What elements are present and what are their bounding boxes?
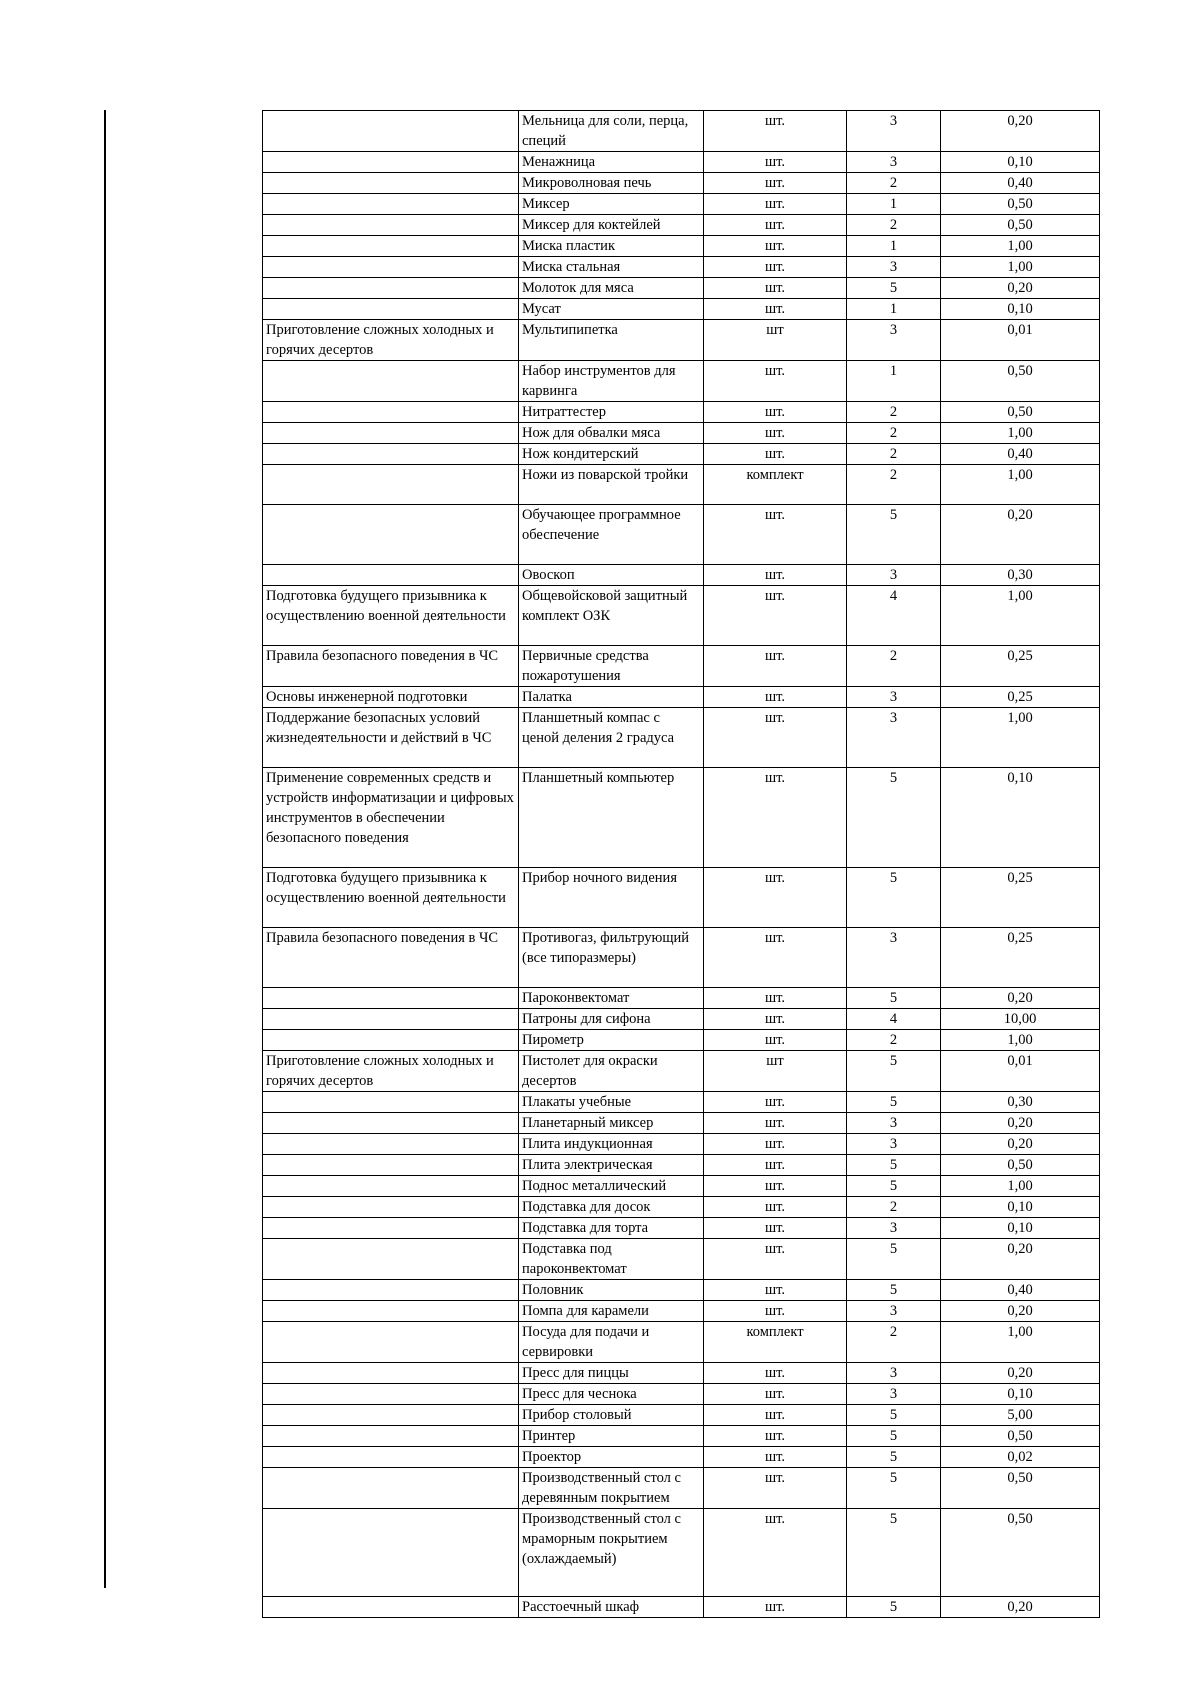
table-row xyxy=(263,194,1100,215)
value-cell: 0,01 xyxy=(941,1051,1100,1092)
left-margin-rule xyxy=(104,110,106,1588)
table-row xyxy=(263,505,1100,565)
item-name-cell: Миска пластик xyxy=(519,236,704,257)
item-name-cell: Принтер xyxy=(519,1426,704,1447)
item-name-cell: Миксер для коктейлей xyxy=(519,215,704,236)
item-name-cell: Нитраттестер xyxy=(519,402,704,423)
unit-cell: шт. xyxy=(704,111,847,152)
section-cell xyxy=(263,111,519,152)
unit-cell: шт. xyxy=(704,236,847,257)
section-cell xyxy=(263,444,519,465)
quantity-cell: 3 xyxy=(847,565,941,586)
unit-cell: шт xyxy=(704,1051,847,1092)
section-cell xyxy=(263,1447,519,1468)
item-name-cell: Планшетный компас с ценой деления 2 градуса xyxy=(519,708,704,768)
unit-cell: шт. xyxy=(704,423,847,444)
section-cell xyxy=(263,236,519,257)
unit-cell: шт. xyxy=(704,768,847,868)
quantity-cell: 5 xyxy=(847,1051,941,1092)
section-cell xyxy=(263,1009,519,1030)
unit-cell: шт. xyxy=(704,1597,847,1618)
value-cell: 0,10 xyxy=(941,768,1100,868)
section-cell: Подготовка будущего призывника к осуществлению военной деятельности xyxy=(263,586,519,646)
value-cell: 0,20 xyxy=(941,988,1100,1009)
unit-cell: шт. xyxy=(704,1009,847,1030)
unit-cell: шт. xyxy=(704,444,847,465)
quantity-cell: 3 xyxy=(847,1113,941,1134)
item-name-cell: Пароконвектомат xyxy=(519,988,704,1009)
unit-cell: шт. xyxy=(704,928,847,988)
section-cell: Приготовление сложных холодных и горячих десертов xyxy=(263,320,519,361)
unit-cell: шт xyxy=(704,320,847,361)
section-cell: Правила безопасного поведения в ЧС xyxy=(263,928,519,988)
unit-cell: шт. xyxy=(704,1468,847,1509)
quantity-cell: 1 xyxy=(847,194,941,215)
table-row xyxy=(263,361,1100,402)
section-cell xyxy=(263,173,519,194)
table-row xyxy=(263,708,1100,768)
item-name-cell: Палатка xyxy=(519,687,704,708)
unit-cell: шт. xyxy=(704,299,847,320)
item-name-cell: Нож кондитерский xyxy=(519,444,704,465)
table-row xyxy=(263,1426,1100,1447)
quantity-cell: 2 xyxy=(847,215,941,236)
unit-cell: шт. xyxy=(704,1092,847,1113)
table-row xyxy=(263,687,1100,708)
value-cell: 0,40 xyxy=(941,444,1100,465)
section-cell xyxy=(263,1509,519,1597)
value-cell: 1,00 xyxy=(941,257,1100,278)
quantity-cell: 3 xyxy=(847,257,941,278)
table-row xyxy=(263,1155,1100,1176)
item-name-cell: Ножи из поварской тройки xyxy=(519,465,704,505)
section-cell xyxy=(263,278,519,299)
item-name-cell: Подставка для торта xyxy=(519,1218,704,1239)
quantity-cell: 5 xyxy=(847,868,941,928)
table-row xyxy=(263,320,1100,361)
table-row xyxy=(263,1134,1100,1155)
value-cell: 0,50 xyxy=(941,1155,1100,1176)
section-cell xyxy=(263,1426,519,1447)
table-row xyxy=(263,444,1100,465)
section-cell xyxy=(263,505,519,565)
quantity-cell: 5 xyxy=(847,505,941,565)
item-name-cell: Набор инструментов для карвинга xyxy=(519,361,704,402)
section-cell xyxy=(263,1239,519,1280)
item-name-cell: Мельница для соли, перца, специй xyxy=(519,111,704,152)
unit-cell: шт. xyxy=(704,1363,847,1384)
equipment-table xyxy=(262,110,1100,1618)
value-cell: 0,50 xyxy=(941,1468,1100,1509)
section-cell xyxy=(263,1134,519,1155)
unit-cell: шт. xyxy=(704,1134,847,1155)
table-row xyxy=(263,111,1100,152)
table-row xyxy=(263,1009,1100,1030)
item-name-cell: Плакаты учебные xyxy=(519,1092,704,1113)
value-cell: 0,50 xyxy=(941,1426,1100,1447)
item-name-cell: Мультипипетка xyxy=(519,320,704,361)
value-cell: 0,25 xyxy=(941,868,1100,928)
unit-cell: шт. xyxy=(704,1301,847,1322)
value-cell: 0,20 xyxy=(941,1301,1100,1322)
quantity-cell: 1 xyxy=(847,361,941,402)
section-cell xyxy=(263,1468,519,1509)
item-name-cell: Общевойсковой защитный комплект ОЗК xyxy=(519,586,704,646)
unit-cell: шт. xyxy=(704,1426,847,1447)
section-cell xyxy=(263,1301,519,1322)
unit-cell: шт. xyxy=(704,988,847,1009)
quantity-cell: 2 xyxy=(847,646,941,687)
section-cell xyxy=(263,423,519,444)
value-cell: 0,10 xyxy=(941,1218,1100,1239)
value-cell: 0,25 xyxy=(941,646,1100,687)
item-name-cell: Проектор xyxy=(519,1447,704,1468)
value-cell: 0,10 xyxy=(941,1384,1100,1405)
section-cell xyxy=(263,565,519,586)
item-name-cell: Молоток для мяса xyxy=(519,278,704,299)
unit-cell: шт. xyxy=(704,1155,847,1176)
quantity-cell: 5 xyxy=(847,1468,941,1509)
item-name-cell: Подставка для досок xyxy=(519,1197,704,1218)
section-cell xyxy=(263,1218,519,1239)
quantity-cell: 5 xyxy=(847,1176,941,1197)
section-cell xyxy=(263,1322,519,1363)
value-cell: 1,00 xyxy=(941,586,1100,646)
item-name-cell: Поднос металлический xyxy=(519,1176,704,1197)
unit-cell: шт. xyxy=(704,1509,847,1597)
value-cell: 0,20 xyxy=(941,278,1100,299)
item-name-cell: Планетарный миксер xyxy=(519,1113,704,1134)
section-cell: Правила безопасного поведения в ЧС xyxy=(263,646,519,687)
section-cell xyxy=(263,1113,519,1134)
section-cell xyxy=(263,1597,519,1618)
table-row xyxy=(263,868,1100,928)
quantity-cell: 2 xyxy=(847,173,941,194)
unit-cell: шт. xyxy=(704,1197,847,1218)
unit-cell: шт. xyxy=(704,361,847,402)
table-row xyxy=(263,173,1100,194)
section-cell xyxy=(263,1363,519,1384)
value-cell: 0,20 xyxy=(941,1134,1100,1155)
unit-cell: шт. xyxy=(704,708,847,768)
table-row xyxy=(263,1363,1100,1384)
table-row xyxy=(263,768,1100,868)
quantity-cell: 2 xyxy=(847,402,941,423)
item-name-cell: Плита электрическая xyxy=(519,1155,704,1176)
item-name-cell: Противогаз, фильтрующий (все типоразмеры) xyxy=(519,928,704,988)
table-row xyxy=(263,1405,1100,1426)
value-cell: 0,50 xyxy=(941,402,1100,423)
quantity-cell: 3 xyxy=(847,687,941,708)
table-row xyxy=(263,257,1100,278)
unit-cell: шт. xyxy=(704,1176,847,1197)
table-row xyxy=(263,1597,1100,1618)
unit-cell: комплект xyxy=(704,1322,847,1363)
value-cell: 0,40 xyxy=(941,1280,1100,1301)
quantity-cell: 3 xyxy=(847,928,941,988)
item-name-cell: Производственный стол с мраморным покрытием (охлаждаемый) xyxy=(519,1509,704,1597)
value-cell: 0,25 xyxy=(941,928,1100,988)
table-row xyxy=(263,299,1100,320)
value-cell: 1,00 xyxy=(941,1030,1100,1051)
unit-cell: шт. xyxy=(704,215,847,236)
item-name-cell: Миксер xyxy=(519,194,704,215)
section-cell: Поддержание безопасных условий жизнедеятельности и действий в ЧС xyxy=(263,708,519,768)
item-name-cell: Половник xyxy=(519,1280,704,1301)
quantity-cell: 5 xyxy=(847,1509,941,1597)
value-cell: 0,02 xyxy=(941,1447,1100,1468)
quantity-cell: 5 xyxy=(847,768,941,868)
item-name-cell: Подставка под пароконвектомат xyxy=(519,1239,704,1280)
unit-cell: шт. xyxy=(704,505,847,565)
unit-cell: шт. xyxy=(704,687,847,708)
section-cell xyxy=(263,1030,519,1051)
section-cell: Подготовка будущего призывника к осуществлению военной деятельности xyxy=(263,868,519,928)
value-cell: 0,50 xyxy=(941,215,1100,236)
item-name-cell: Миска стальная xyxy=(519,257,704,278)
item-name-cell: Менажница xyxy=(519,152,704,173)
unit-cell: шт. xyxy=(704,1384,847,1405)
section-cell xyxy=(263,1155,519,1176)
item-name-cell: Пресс для чеснока xyxy=(519,1384,704,1405)
quantity-cell: 3 xyxy=(847,152,941,173)
item-name-cell: Прибор ночного видения xyxy=(519,868,704,928)
item-name-cell: Первичные средства пожаротушения xyxy=(519,646,704,687)
quantity-cell: 2 xyxy=(847,1197,941,1218)
item-name-cell: Мусат xyxy=(519,299,704,320)
unit-cell: шт. xyxy=(704,402,847,423)
table-row xyxy=(263,1239,1100,1280)
value-cell: 0,25 xyxy=(941,687,1100,708)
section-cell xyxy=(263,1280,519,1301)
quantity-cell: 5 xyxy=(847,1155,941,1176)
section-cell xyxy=(263,257,519,278)
quantity-cell: 5 xyxy=(847,988,941,1009)
item-name-cell: Планшетный компьютер xyxy=(519,768,704,868)
value-cell: 0,01 xyxy=(941,320,1100,361)
item-name-cell: Прибор столовый xyxy=(519,1405,704,1426)
section-cell xyxy=(263,299,519,320)
section-cell xyxy=(263,402,519,423)
value-cell: 0,20 xyxy=(941,1597,1100,1618)
value-cell: 0,30 xyxy=(941,1092,1100,1113)
table-row xyxy=(263,928,1100,988)
section-cell xyxy=(263,1197,519,1218)
value-cell: 0,50 xyxy=(941,361,1100,402)
table-row xyxy=(263,152,1100,173)
value-cell: 0,50 xyxy=(941,1509,1100,1597)
table-row xyxy=(263,1218,1100,1239)
item-name-cell: Расстоечный шкаф xyxy=(519,1597,704,1618)
table-row xyxy=(263,402,1100,423)
quantity-cell: 3 xyxy=(847,1384,941,1405)
quantity-cell: 5 xyxy=(847,1280,941,1301)
table-row xyxy=(263,646,1100,687)
table-row xyxy=(263,465,1100,505)
quantity-cell: 3 xyxy=(847,708,941,768)
value-cell: 0,10 xyxy=(941,1197,1100,1218)
table-row xyxy=(263,423,1100,444)
item-name-cell: Микроволновая печь xyxy=(519,173,704,194)
unit-cell: шт. xyxy=(704,194,847,215)
quantity-cell: 5 xyxy=(847,1597,941,1618)
section-cell xyxy=(263,1384,519,1405)
section-cell xyxy=(263,361,519,402)
section-cell xyxy=(263,152,519,173)
quantity-cell: 3 xyxy=(847,111,941,152)
value-cell: 1,00 xyxy=(941,236,1100,257)
value-cell: 10,00 xyxy=(941,1009,1100,1030)
value-cell: 0,40 xyxy=(941,173,1100,194)
quantity-cell: 3 xyxy=(847,320,941,361)
table-row xyxy=(263,1322,1100,1363)
value-cell: 0,50 xyxy=(941,194,1100,215)
unit-cell: шт. xyxy=(704,278,847,299)
value-cell: 0,30 xyxy=(941,565,1100,586)
unit-cell: шт. xyxy=(704,173,847,194)
quantity-cell: 2 xyxy=(847,465,941,505)
section-cell xyxy=(263,194,519,215)
section-cell xyxy=(263,988,519,1009)
table-row xyxy=(263,1509,1100,1597)
item-name-cell: Пресс для пиццы xyxy=(519,1363,704,1384)
quantity-cell: 1 xyxy=(847,236,941,257)
unit-cell: шт. xyxy=(704,646,847,687)
section-cell: Применение современных средств и устройств информатизации и цифровых инструментов в обеспечении безопасного поведения xyxy=(263,768,519,868)
quantity-cell: 5 xyxy=(847,1239,941,1280)
value-cell: 0,20 xyxy=(941,111,1100,152)
item-name-cell: Патроны для сифона xyxy=(519,1009,704,1030)
value-cell: 0,20 xyxy=(941,1113,1100,1134)
quantity-cell: 3 xyxy=(847,1134,941,1155)
item-name-cell: Помпа для карамели xyxy=(519,1301,704,1322)
value-cell: 1,00 xyxy=(941,423,1100,444)
table-row xyxy=(263,1092,1100,1113)
value-cell: 1,00 xyxy=(941,1176,1100,1197)
table-row xyxy=(263,1280,1100,1301)
unit-cell: шт. xyxy=(704,1030,847,1051)
table-row xyxy=(263,1176,1100,1197)
quantity-cell: 1 xyxy=(847,299,941,320)
quantity-cell: 5 xyxy=(847,1447,941,1468)
value-cell: 5,00 xyxy=(941,1405,1100,1426)
table-row xyxy=(263,236,1100,257)
item-name-cell: Посуда для подачи и сервировки xyxy=(519,1322,704,1363)
table-row xyxy=(263,1030,1100,1051)
value-cell: 1,00 xyxy=(941,465,1100,505)
equipment-table-body xyxy=(263,111,1100,1618)
section-cell: Приготовление сложных холодных и горячих десертов xyxy=(263,1051,519,1092)
unit-cell: шт. xyxy=(704,868,847,928)
quantity-cell: 5 xyxy=(847,278,941,299)
quantity-cell: 2 xyxy=(847,1030,941,1051)
quantity-cell: 2 xyxy=(847,444,941,465)
unit-cell: шт. xyxy=(704,1405,847,1426)
section-cell xyxy=(263,1405,519,1426)
unit-cell: шт. xyxy=(704,152,847,173)
quantity-cell: 2 xyxy=(847,423,941,444)
quantity-cell: 5 xyxy=(847,1092,941,1113)
unit-cell: шт. xyxy=(704,1280,847,1301)
item-name-cell: Пистолет для окраски десертов xyxy=(519,1051,704,1092)
quantity-cell: 4 xyxy=(847,1009,941,1030)
table-row xyxy=(263,1447,1100,1468)
section-cell xyxy=(263,465,519,505)
table-row xyxy=(263,586,1100,646)
value-cell: 0,20 xyxy=(941,505,1100,565)
quantity-cell: 3 xyxy=(847,1218,941,1239)
section-cell xyxy=(263,1092,519,1113)
quantity-cell: 2 xyxy=(847,1322,941,1363)
table-row xyxy=(263,988,1100,1009)
value-cell: 0,10 xyxy=(941,299,1100,320)
quantity-cell: 4 xyxy=(847,586,941,646)
item-name-cell: Нож для обвалки мяса xyxy=(519,423,704,444)
unit-cell: шт. xyxy=(704,565,847,586)
table-row xyxy=(263,1113,1100,1134)
unit-cell: комплект xyxy=(704,465,847,505)
value-cell: 1,00 xyxy=(941,708,1100,768)
table-row xyxy=(263,278,1100,299)
unit-cell: шт. xyxy=(704,1218,847,1239)
table-row xyxy=(263,1301,1100,1322)
value-cell: 0,10 xyxy=(941,152,1100,173)
item-name-cell: Обучающее программное обеспечение xyxy=(519,505,704,565)
section-cell xyxy=(263,215,519,236)
table-row xyxy=(263,215,1100,236)
table-row xyxy=(263,1468,1100,1509)
unit-cell: шт. xyxy=(704,1113,847,1134)
item-name-cell: Плита индукционная xyxy=(519,1134,704,1155)
table-row xyxy=(263,565,1100,586)
item-name-cell: Пирометр xyxy=(519,1030,704,1051)
table-row xyxy=(263,1384,1100,1405)
quantity-cell: 5 xyxy=(847,1426,941,1447)
value-cell: 0,20 xyxy=(941,1363,1100,1384)
section-cell xyxy=(263,1176,519,1197)
unit-cell: шт. xyxy=(704,1239,847,1280)
quantity-cell: 5 xyxy=(847,1405,941,1426)
value-cell: 0,20 xyxy=(941,1239,1100,1280)
table-row xyxy=(263,1197,1100,1218)
unit-cell: шт. xyxy=(704,257,847,278)
unit-cell: шт. xyxy=(704,586,847,646)
quantity-cell: 3 xyxy=(847,1301,941,1322)
item-name-cell: Овоскоп xyxy=(519,565,704,586)
value-cell: 1,00 xyxy=(941,1322,1100,1363)
table-row xyxy=(263,1051,1100,1092)
quantity-cell: 3 xyxy=(847,1363,941,1384)
item-name-cell: Производственный стол с деревянным покрытием xyxy=(519,1468,704,1509)
section-cell: Основы инженерной подготовки xyxy=(263,687,519,708)
unit-cell: шт. xyxy=(704,1447,847,1468)
